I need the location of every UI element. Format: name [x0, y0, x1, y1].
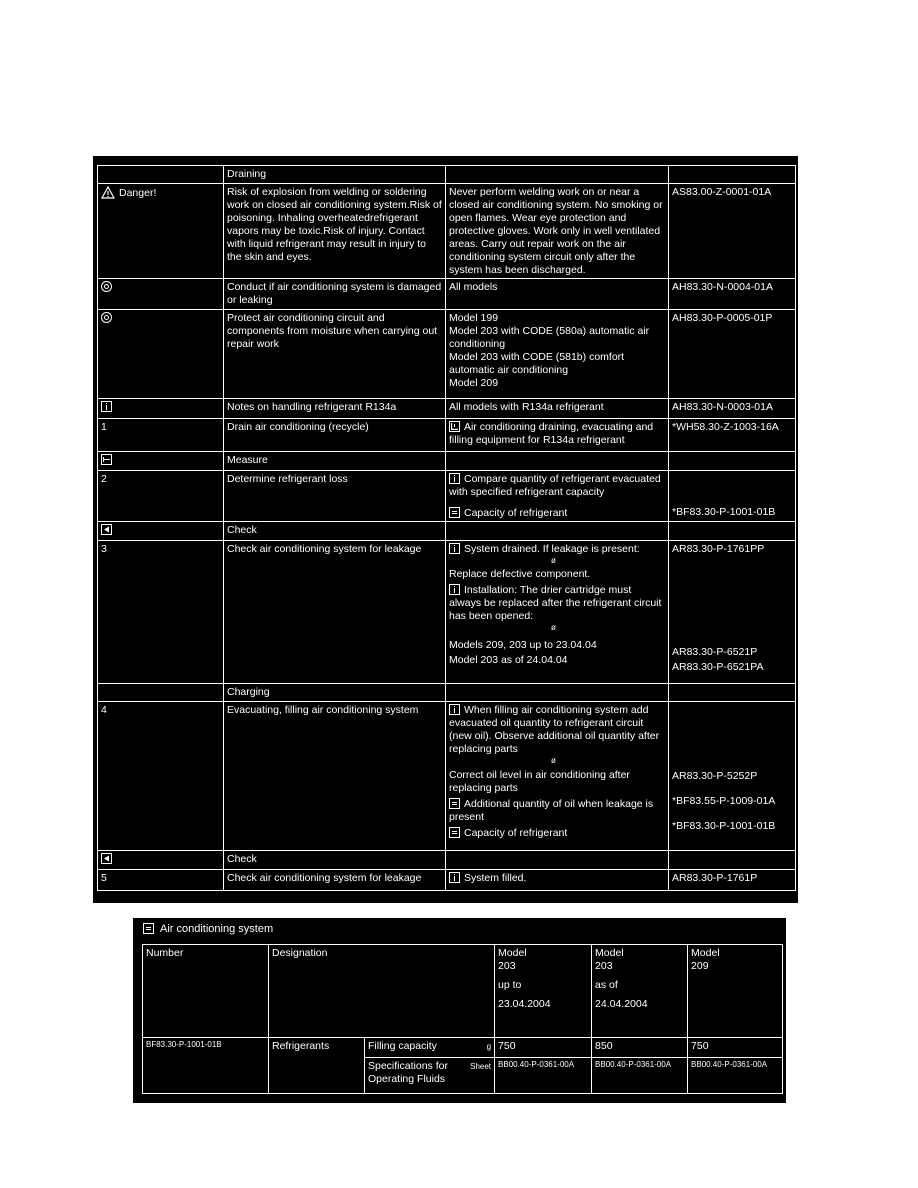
step-note-text: Air conditioning draining, evacuating and filling equipment for R134a refrigerant	[449, 421, 654, 446]
table-row	[98, 419, 796, 452]
cell	[446, 522, 669, 541]
header-line: Model	[691, 947, 720, 959]
info-icon	[449, 704, 460, 715]
cell	[98, 452, 224, 471]
value-cell: 750	[495, 1038, 592, 1058]
table-row	[98, 471, 796, 522]
capacity-text: Capacity of refrigerant	[464, 507, 568, 519]
table-row	[98, 702, 796, 851]
row-label-cell	[365, 1058, 495, 1094]
environment-icon	[101, 312, 112, 323]
info-icon	[101, 401, 112, 412]
models-line: Model 203 as of 24.04.04	[449, 654, 568, 666]
row-label-wrapper	[368, 1060, 491, 1086]
measure-icon	[101, 454, 112, 465]
step-reference-link[interactable]: *WH58.30-Z-1003-16A	[669, 419, 796, 452]
header-line: 23.04.2004	[498, 998, 551, 1010]
value-cell: 850	[592, 1038, 688, 1058]
replace-text: Replace defective component.	[449, 568, 591, 580]
cell	[98, 522, 224, 541]
environment-icon	[101, 281, 112, 292]
danger-label: Danger!	[119, 187, 157, 199]
step-note	[446, 419, 669, 452]
step-note	[446, 541, 669, 684]
header-model-col2	[592, 945, 688, 1038]
sheet-reference-link[interactable]: BB00.40-P-0361-00A	[495, 1058, 592, 1094]
note-line	[449, 473, 665, 499]
cell	[669, 166, 796, 184]
step-reference-link[interactable]: AR83.30-P-6521P	[672, 646, 758, 658]
table-row	[98, 870, 796, 891]
danger-note: Never perform welding work on or near a closed air conditioning system. No smoking or open flames. Wear eye protection and protective gloves. Work only in well ventilated areas. Carry out repair work on the air conditioning system circuit only after the system has been discharged.	[446, 184, 669, 279]
capacity-text: Capacity of refrigerant	[464, 827, 568, 839]
row-label-wrapper	[368, 1040, 491, 1053]
step-reference-link[interactable]: AR83.30-P-1761P	[669, 870, 796, 891]
table-row	[98, 310, 796, 399]
cell	[446, 166, 669, 184]
additional-oil-text: Additional quantity of oil when leakage is present	[449, 798, 654, 823]
cell	[669, 452, 796, 471]
specification-icon	[449, 827, 460, 838]
step-note-text: Compare quantity of refrigerant evacuated with specified refrigerant capacity	[449, 473, 661, 498]
spacer	[672, 556, 792, 646]
spacer	[449, 499, 665, 507]
header-line: as of	[595, 979, 618, 991]
danger-reference-link[interactable]: AS83.00-Z-0001-01A	[669, 184, 796, 279]
header-line: 24.04.2004	[595, 998, 648, 1010]
row-label: Filling capacity	[368, 1040, 437, 1052]
sheet-reference-link[interactable]: BB00.40-P-0361-00A	[688, 1058, 783, 1094]
step-note	[446, 702, 669, 851]
model-line: Model 203 with CODE (580a) automatic air conditioning	[449, 325, 650, 350]
section-heading-measure: Measure	[224, 452, 446, 471]
step-note-text: System filled.	[464, 872, 527, 884]
specification-icon	[449, 798, 460, 809]
section-heading-charging: Charging	[224, 684, 446, 702]
row-group: Refrigerants	[269, 1038, 365, 1094]
step-description: Drain air conditioning (recycle)	[224, 419, 446, 452]
step-note	[446, 870, 669, 891]
note-line	[449, 798, 665, 824]
table-row	[98, 452, 796, 471]
spec-title-text: Air conditioning system	[160, 923, 274, 935]
table-row	[98, 684, 796, 702]
step-number: 5	[98, 870, 224, 891]
step-reference-link[interactable]: *BF83.30-P-1001-01B	[672, 820, 776, 832]
header-designation: Designation	[269, 945, 495, 1038]
notes-reference-link[interactable]: AH83.30-N-0003-01A	[669, 399, 796, 419]
step-description: Check air conditioning system for leakage	[224, 870, 446, 891]
step-number: 4	[98, 702, 224, 851]
note-line	[449, 543, 665, 556]
cell	[98, 851, 224, 870]
cell	[446, 851, 669, 870]
step-description: Determine refrigerant loss	[224, 471, 446, 522]
row-label: Specifications for Operating Fluids	[368, 1060, 448, 1085]
models-line: Models 209, 203 up to 23.04.04	[449, 639, 597, 651]
table-row	[143, 1038, 783, 1058]
table-row	[98, 184, 796, 279]
step-reference-cell	[669, 541, 796, 684]
step-number: 3	[98, 541, 224, 684]
table-header-row	[143, 945, 783, 1038]
header-line: 203	[595, 960, 613, 972]
procedure-panel	[93, 156, 798, 903]
bullet-symbol: ø	[551, 623, 556, 632]
step-description: Evacuating, filling air conditioning system	[224, 702, 446, 851]
protect-models	[446, 310, 669, 399]
header-line: up to	[498, 979, 522, 991]
table-row	[98, 399, 796, 419]
step-number: 2	[98, 471, 224, 522]
protect-description: Protect air conditioning circuit and components from moisture when carrying out repair work	[224, 310, 446, 399]
check-icon	[101, 853, 112, 864]
conduct-models: All models	[446, 279, 669, 310]
table-row	[98, 541, 796, 684]
table-row	[98, 279, 796, 310]
conduct-description: Conduct if air conditioning system is damaged or leaking	[224, 279, 446, 310]
bullet-symbol: ø	[551, 556, 556, 565]
cell	[669, 851, 796, 870]
header-model-col3	[688, 945, 783, 1038]
cell	[98, 279, 224, 310]
table-row	[98, 166, 796, 184]
section-heading-draining: Draining	[224, 166, 446, 184]
procedure-table	[97, 165, 796, 891]
model-line: Model 203 with CODE (581b) comfort automatic air conditioning	[449, 351, 625, 376]
step-reference-cell	[669, 471, 796, 522]
danger-description: Risk of explosion from welding or soldering work on closed air conditioning system.Risk of poisoning. Inhaling overheatedrefrigerant vapors may be toxic.Risk of injury. Contact with liquid refrigerant may result in injury to the skin and eyes.	[224, 184, 446, 279]
step-reference-link[interactable]: AR83.30-P-5252P	[672, 770, 758, 782]
section-heading-check: Check	[224, 851, 446, 870]
check-icon	[101, 524, 112, 535]
spacer	[672, 704, 792, 770]
note-line	[449, 827, 665, 840]
specification-icon	[143, 923, 154, 934]
model-line: Model 199	[449, 312, 499, 324]
cell	[669, 684, 796, 702]
cell	[446, 452, 669, 471]
cell	[98, 399, 224, 419]
notes-description: Notes on handling refrigerant R134a	[224, 399, 446, 419]
step-number: 1	[98, 419, 224, 452]
table-row	[98, 851, 796, 870]
danger-cell	[98, 184, 224, 279]
bullet-symbol: ø	[551, 756, 556, 765]
specification-icon	[449, 507, 460, 518]
note-line	[449, 584, 665, 623]
note-line	[449, 507, 665, 520]
header-line: 209	[691, 960, 709, 972]
info-icon	[449, 543, 460, 554]
cell	[98, 310, 224, 399]
header-line: 203	[498, 960, 516, 972]
row-number-link[interactable]: BF83.30-P-1001-01B	[143, 1038, 269, 1094]
row-unit: g	[486, 1042, 492, 1051]
step-note	[446, 471, 669, 522]
step-reference-cell	[669, 702, 796, 851]
row-label-cell	[365, 1038, 495, 1058]
step-reference-link[interactable]: AR83.30-P-6521PA	[672, 661, 764, 673]
header-number: Number	[143, 945, 269, 1038]
cell	[669, 522, 796, 541]
step-reference-link[interactable]: *BF83.30-P-1001-01B	[672, 506, 776, 518]
info-icon	[449, 473, 460, 484]
header-line: Model	[595, 947, 624, 959]
info-icon	[449, 584, 460, 595]
row-unit: Sheet	[470, 1062, 492, 1071]
cell	[98, 166, 224, 184]
specification-panel	[133, 918, 786, 1103]
section-heading-check: Check	[224, 522, 446, 541]
value-cell: 750	[688, 1038, 783, 1058]
cell	[446, 684, 669, 702]
oil-level-text: Correct oil level in air conditioning after replacing parts	[449, 769, 630, 794]
sheet-reference-link[interactable]: BB00.40-P-0361-00A	[592, 1058, 688, 1094]
step-note-text: When filling air conditioning system add evacuated oil quantity to refrigerant circuit (new oil). Observe additional oil quantity after replacing parts	[449, 704, 660, 755]
conduct-reference-link[interactable]: AH83.30-N-0004-01A	[669, 279, 796, 310]
table-row	[98, 522, 796, 541]
protect-reference-link[interactable]: AH83.30-P-0005-01P	[669, 310, 796, 399]
spec-title	[143, 923, 273, 935]
step-description: Check air conditioning system for leakage	[224, 541, 446, 684]
model-line: Model 209	[449, 377, 499, 389]
notes-models: All models with R134a refrigerant	[446, 399, 669, 419]
cell	[98, 684, 224, 702]
installation-text: Installation: The drier cartridge must always be replaced after the refrigerant circuit has been opened:	[449, 584, 662, 622]
info-icon	[449, 872, 460, 883]
note-line	[449, 704, 665, 756]
equipment-icon	[449, 421, 460, 432]
step-reference-link[interactable]: *BF83.55-P-1009-01A	[672, 795, 776, 807]
step-note-text: System drained. If leakage is present:	[464, 543, 640, 555]
step-reference-link[interactable]: AR83.30-P-1761PP	[672, 543, 765, 555]
specification-table	[142, 944, 783, 1094]
header-line: Model	[498, 947, 527, 959]
header-model-col1	[495, 945, 592, 1038]
warning-triangle-icon	[101, 186, 115, 199]
